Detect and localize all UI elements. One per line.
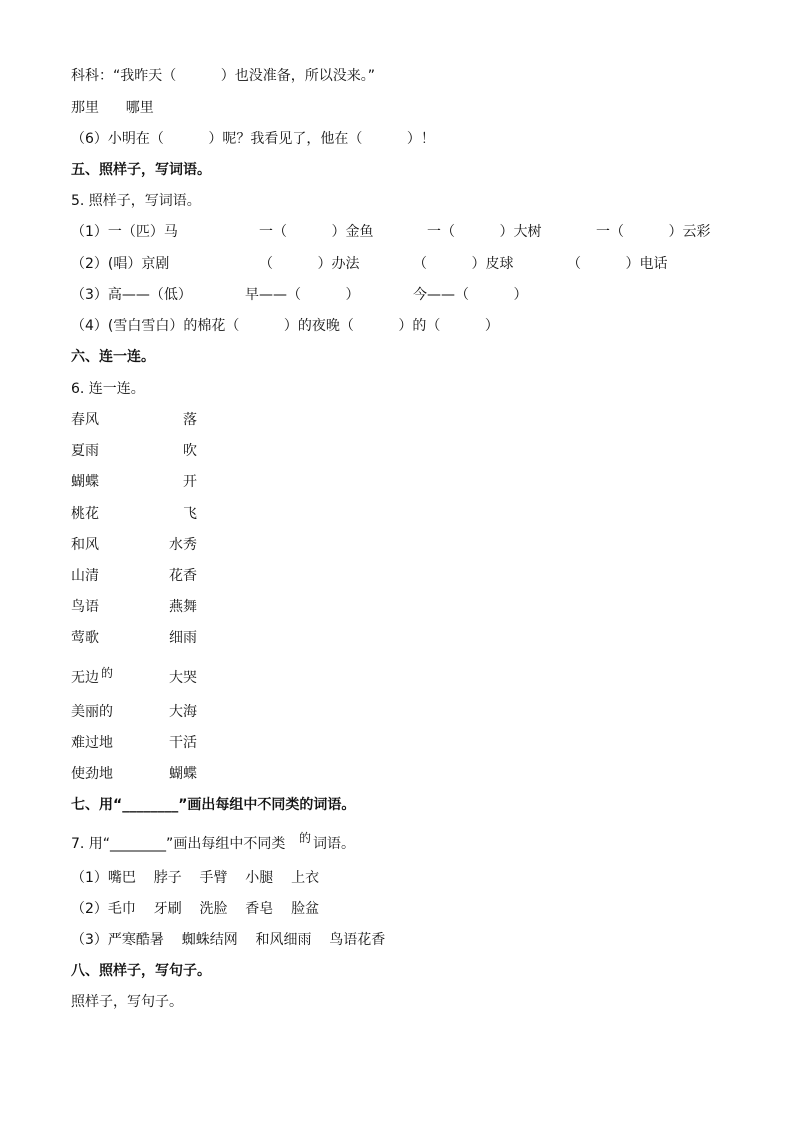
section-8-heading: 八、照样子，写句子。 (71, 963, 211, 979)
match-left-de: 的 (101, 666, 114, 680)
match-right: 开 (183, 474, 197, 490)
s5-r2-c1: （2）(唱）京剧 (71, 256, 170, 272)
match-right: 干活 (169, 735, 197, 751)
s5-row-4: （4）(雪白雪白）的棉花（ ）的夜晚（ ）的（ ） (71, 318, 499, 334)
s5-r1-c3: 一（ ）大树 (427, 224, 542, 240)
question-7-prompt-end: 词语。 (313, 836, 355, 852)
match-right: 大哭 (169, 670, 197, 686)
match-left: 无边 (71, 670, 99, 686)
section-7-heading: 七、用“________”画出每组中不同类的词语。 (71, 797, 356, 813)
match-right: 燕舞 (169, 599, 197, 615)
match-right: 吹 (183, 443, 197, 459)
s5-r3-c2: 早——（ ） (245, 287, 360, 303)
match-left: 和风 (71, 537, 99, 553)
match-right: 飞 (183, 506, 197, 522)
match-left: 夏雨 (71, 443, 99, 459)
dialog-line: 科科：“我昨天（ ）也没准备，所以没来。” (71, 68, 376, 84)
match-right: 水秀 (169, 537, 197, 553)
s5-r2-c2: （ ）办法 (259, 256, 360, 272)
s7-row-3: （3）严寒酷暑 蜘蛛结网 和风细雨 鸟语花香 (71, 932, 386, 948)
match-left: 莺歌 (71, 630, 99, 646)
s5-r3-c1: （3）高——（低） (71, 287, 192, 303)
s7-row-2: （2）毛巾 牙刷 洗脸 香皂 脸盆 (71, 901, 320, 917)
s5-r2-c3: （ ）皮球 (413, 256, 514, 272)
section-6-heading: 六、连一连。 (71, 349, 155, 365)
s5-r2-c4: （ ）电话 (567, 256, 668, 272)
match-left: 鸟语 (71, 599, 99, 615)
question-8-prompt: 照样子，写句子。 (71, 994, 183, 1010)
match-right: 大海 (169, 704, 197, 720)
word-options: 那里 哪里 (71, 100, 154, 116)
match-left: 桃花 (71, 506, 99, 522)
match-right: 细雨 (169, 630, 197, 646)
question-item-6: （6）小明在（ ）呢？我看见了，他在（ ）！ (71, 131, 435, 147)
s5-r1-c2: 一（ ）金鱼 (259, 224, 374, 240)
match-right: 花香 (169, 568, 197, 584)
question-7-prompt-start: 7. 用“________”画出每组中不同类 (71, 836, 286, 852)
s5-r1-c1: （1）一（匹）马 (71, 224, 178, 240)
match-right: 蝴蝶 (169, 766, 197, 782)
match-left: 难过地 (71, 735, 113, 751)
match-left: 山清 (71, 568, 99, 584)
question-6-prompt: 6. 连一连。 (71, 381, 145, 397)
match-left: 蝴蝶 (71, 474, 99, 490)
s5-r3-c3: 今——（ ） (413, 287, 528, 303)
section-5-heading: 五、照样子，写词语。 (71, 162, 211, 178)
match-left: 美丽的 (71, 704, 113, 720)
match-left: 春风 (71, 412, 99, 428)
s5-r1-c4: 一（ ）云彩 (596, 224, 711, 240)
match-left: 使劲地 (71, 766, 113, 782)
question-7-prompt-de: 的 (299, 831, 312, 845)
match-right: 落 (183, 412, 197, 428)
question-5-prompt: 5. 照样子，写词语。 (71, 193, 201, 209)
s7-row-1: （1）嘴巴 脖子 手臂 小腿 上衣 (71, 870, 320, 886)
